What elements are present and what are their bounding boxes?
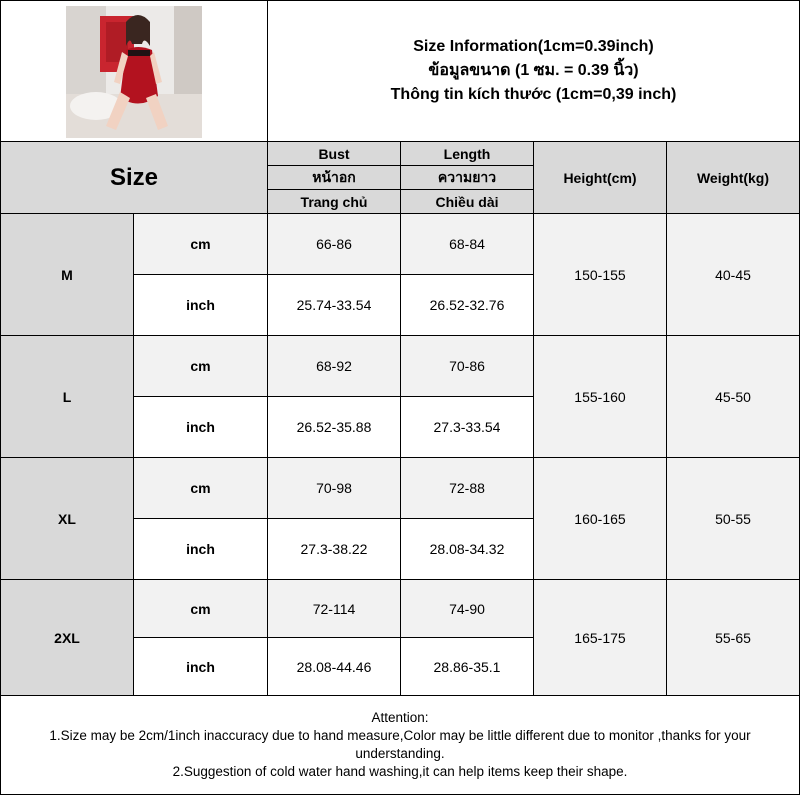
size-header-label: Size bbox=[109, 163, 159, 191]
bust-cm-value: 72-114 bbox=[267, 579, 401, 638]
size-info-title bbox=[267, 0, 800, 142]
title-line-vi: Thông tin kích thước (1cm=0,39 inch) bbox=[390, 86, 677, 103]
unit-label-cm: cm bbox=[133, 335, 268, 397]
attention-title: Attention: bbox=[371, 710, 429, 725]
attention-note bbox=[0, 695, 800, 795]
unit-label-inch: inch bbox=[133, 637, 268, 696]
bust-inch-value: 25.74-33.54 bbox=[267, 274, 401, 336]
length-inch-value: 28.86-35.1 bbox=[400, 637, 534, 696]
length-inch-value: 26.52-32.76 bbox=[400, 274, 534, 336]
height-value: 155-160 bbox=[533, 335, 667, 458]
title-line-th: ข้อมูลขนาด (1 ซม. = 0.39 นิ้ว) bbox=[428, 62, 639, 79]
title-line-en: Size Information(1cm=0.39inch) bbox=[413, 38, 654, 55]
height-value: 160-165 bbox=[533, 457, 667, 580]
size-label-m: M bbox=[0, 213, 134, 336]
bust-inch-value: 27.3-38.22 bbox=[267, 518, 401, 580]
height-header: Height(cm) bbox=[533, 141, 667, 214]
bust-cm-value: 68-92 bbox=[267, 335, 401, 397]
length-cm-value: 68-84 bbox=[400, 213, 534, 275]
weight-value: 45-50 bbox=[666, 335, 800, 458]
length-inch-value: 27.3-33.54 bbox=[400, 396, 534, 458]
unit-label-inch: inch bbox=[133, 518, 268, 580]
unit-label-cm: cm bbox=[133, 579, 268, 638]
bust-header-en: Bust bbox=[267, 141, 401, 166]
bust-cm-value: 66-86 bbox=[267, 213, 401, 275]
length-cm-value: 74-90 bbox=[400, 579, 534, 638]
bust-inch-value: 28.08-44.46 bbox=[267, 637, 401, 696]
attention-line-2: 2.Suggestion of cold water hand washing,it can help items keep their shape. bbox=[172, 764, 628, 779]
bust-inch-value: 26.52-35.88 bbox=[267, 396, 401, 458]
length-header-th: ความยาว bbox=[400, 165, 534, 190]
size-label-l: L bbox=[0, 335, 134, 458]
length-header-vi: Chiều dài bbox=[400, 189, 534, 214]
weight-header: Weight(kg) bbox=[666, 141, 800, 214]
attention-line-1: 1.Size may be 2cm/1inch inaccuracy due to hand measure,Color may be little different due to monitor ,thanks for your understanding. bbox=[49, 728, 751, 761]
unit-label-cm: cm bbox=[133, 457, 268, 519]
weight-value: 55-65 bbox=[666, 579, 800, 696]
length-header-en: Length bbox=[400, 141, 534, 166]
unit-label-inch: inch bbox=[133, 274, 268, 336]
weight-value: 40-45 bbox=[666, 213, 800, 336]
bust-header-th: หน้าอก bbox=[267, 165, 401, 190]
length-cm-value: 70-86 bbox=[400, 335, 534, 397]
length-inch-value: 28.08-34.32 bbox=[400, 518, 534, 580]
size-header bbox=[0, 141, 268, 214]
weight-value: 50-55 bbox=[666, 457, 800, 580]
size-label-xl: XL bbox=[0, 457, 134, 580]
height-value: 165-175 bbox=[533, 579, 667, 696]
bust-cm-value: 70-98 bbox=[267, 457, 401, 519]
height-value: 150-155 bbox=[533, 213, 667, 336]
unit-label-inch: inch bbox=[133, 396, 268, 458]
length-cm-value: 72-88 bbox=[400, 457, 534, 519]
unit-label-cm: cm bbox=[133, 213, 268, 275]
size-label-2xl: 2XL bbox=[0, 579, 134, 696]
bust-header-vi: Trang chủ bbox=[267, 189, 401, 214]
product-photo bbox=[66, 6, 202, 138]
